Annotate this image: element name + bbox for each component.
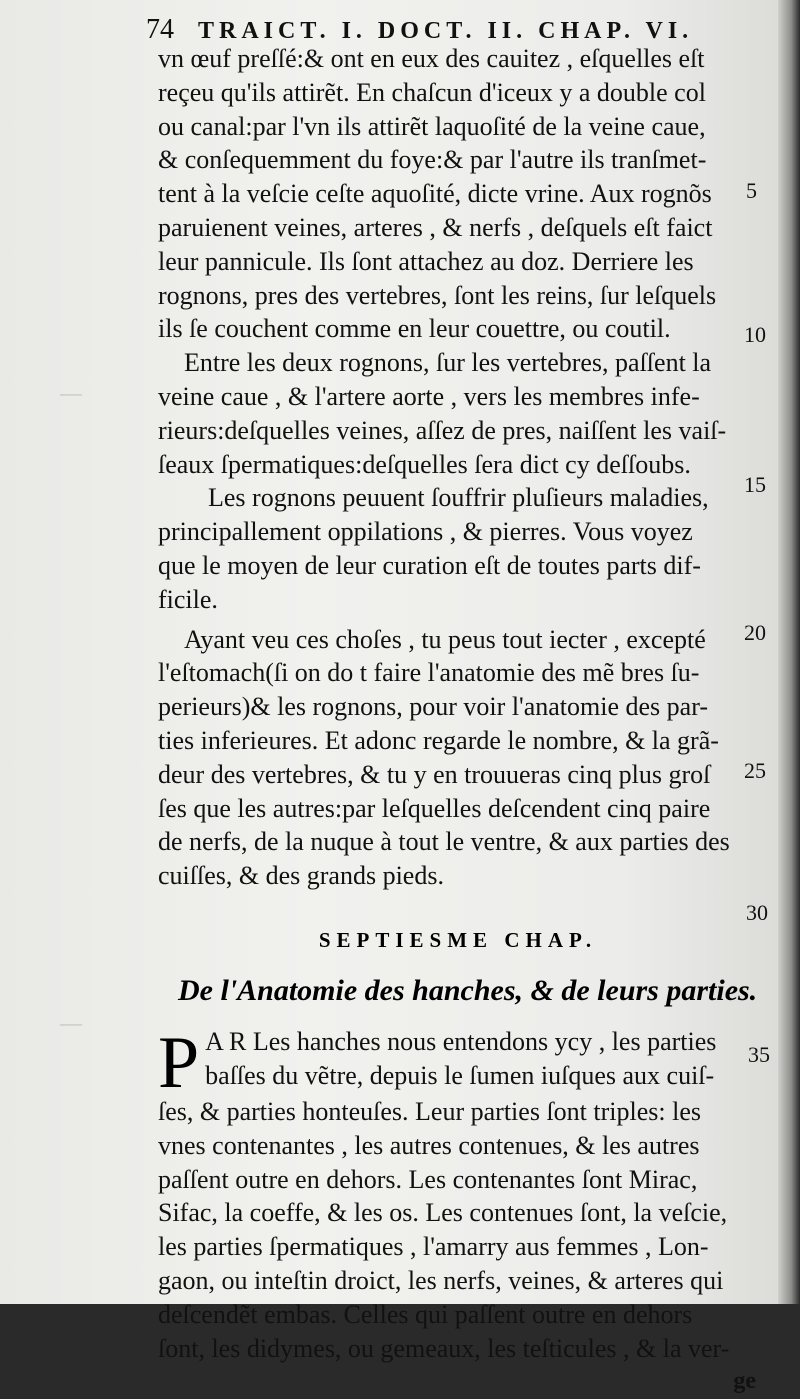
text-line: les parties ſpermatiques , l'amarry aus femmes , Lon- [158,1232,709,1262]
text-line: Les rognons peuuent ſouffrir pluſieurs maladies, [208,483,709,513]
text-line: rieurs:deſquelles veines, aſſez de pres, naiſſent les vaiſ- [158,415,727,445]
text-line: que le moyen de leur curation eſt de toutes parts dif- [158,550,701,580]
text-line: ſes que les autres:par leſquelles deſcendent cinq paire [158,793,711,823]
page-edge-shadow [778,0,800,1304]
text-line: baſſes du vẽtre, depuis le ſumen iuſques aux cuiſ- [205,1060,715,1090]
text-line: rognons, pres des vertebres, ſont les reins, ſur leſquels [158,280,717,310]
text-line: paruienent veines, arteres , & nerfs , deſquels eſt faict [158,212,713,242]
text-line: paſſent outre en dehors. Les contenantes ſont Mirac, [158,1164,698,1194]
text-line: ſont, les didymes, ou gemeaux, les teſticules , & la ver- [158,1333,730,1363]
margin-line-number: 20 [744,620,766,645]
text-line: leur pannicule. Ils ſont attachez au doz. Derriere les [158,246,694,276]
text-line: Ayant veu ces choſes , tu peus tout iecter , excepté [184,624,706,654]
margin-line-number: 30 [746,900,768,925]
margin-line-number: 5 [746,178,757,203]
text-line: A R Les hanches nous entendons ycy , les parties [205,1026,717,1056]
paragraph-3 [158,481,758,616]
text-line: & conſequemment du foye:& par l'autre ils tranſmet- [158,145,707,175]
margin-line-number: 25 [744,758,766,783]
drop-cap: P [158,1021,200,1104]
text-line: ficile. [158,584,218,614]
text-line: gaon, ou inteſtin droict, les nerfs, veines, & arteres qui [158,1265,724,1295]
paragraph-5 [158,1021,758,1399]
text-line: vn œuf preſſé:& ont en eux des cauitez , eſquelles eſt [158,44,705,73]
text-line: tent à la veſcie ceſte aquoſité, dicte vrine. Aux rognõs [158,179,712,209]
running-head: TRAICT. I. DOCT. II. CHAP. VI. [198,18,694,44]
margin-line-number: 10 [744,322,766,347]
text-line: ils ſe couchent comme en leur couettre, ou coutil. [158,314,671,344]
text-line: l'eſtomach(ſi on do t faire l'anatomie des mẽ bres ſu- [158,658,700,688]
paragraph-2 [158,346,758,481]
paragraph-4 [158,623,758,893]
chapter-heading: SEPTIESME CHAP. [318,927,598,952]
text-line: de nerfs, de la nuque à tout le ventre, & aux parties des [158,827,730,857]
chapter-title: De l'Anatomie des hanches, & de leurs parties. [178,973,758,1007]
text-line: veine caue , & l'artere aorte , vers les membres infe- [158,381,700,411]
text-line: Entre les deux rognons, ſur les vertebres, paſſent la [184,348,712,378]
bleed-through-mark: — [60,380,82,405]
text-line: reçeu qu'ils attirẽt. En chaſcun d'iceux y a double col [158,77,706,107]
text-line: deſcendẽt embas. Celles qui paſſent outre en dehors [158,1299,693,1329]
text-line: ou canal:par l'vn ils attirẽt laquoſité de la veine caue, [158,111,706,141]
text-line: ties inferieures. Et adonc regarde le nombre, & la grã- [158,725,719,755]
text-body [158,42,758,1399]
margin-line-number: 35 [748,1042,770,1067]
page-number: 74 [146,14,174,45]
text-line: cuiſſes, & des grands pieds. [158,861,444,891]
paragraph-1 [158,42,758,346]
text-line: Sifac, la coeffe, & les os. Les contenues ſont, la veſcie, [158,1198,728,1228]
text-line: ſeaux ſpermatiques:deſquelles ſera dict cy deſſoubs. [158,449,691,479]
text-line: principallement oppilations , & pierres. Vous voyez [158,517,693,547]
text-line: ſes, & parties honteuſes. Leur parties ſont triples: les [158,1096,701,1126]
text-line: vnes contenantes , les autres contenues, & les autres [158,1130,700,1160]
text-line: deur des vertebres, & tu y en trouueras cinq plus groſ [158,759,711,789]
margin-line-number: 15 [744,472,766,497]
bleed-through-mark: — [60,1010,82,1035]
text-line: perieurs)& les rognons, pour voir l'anatomie des par- [158,692,709,722]
catchword: ge [733,1368,756,1395]
